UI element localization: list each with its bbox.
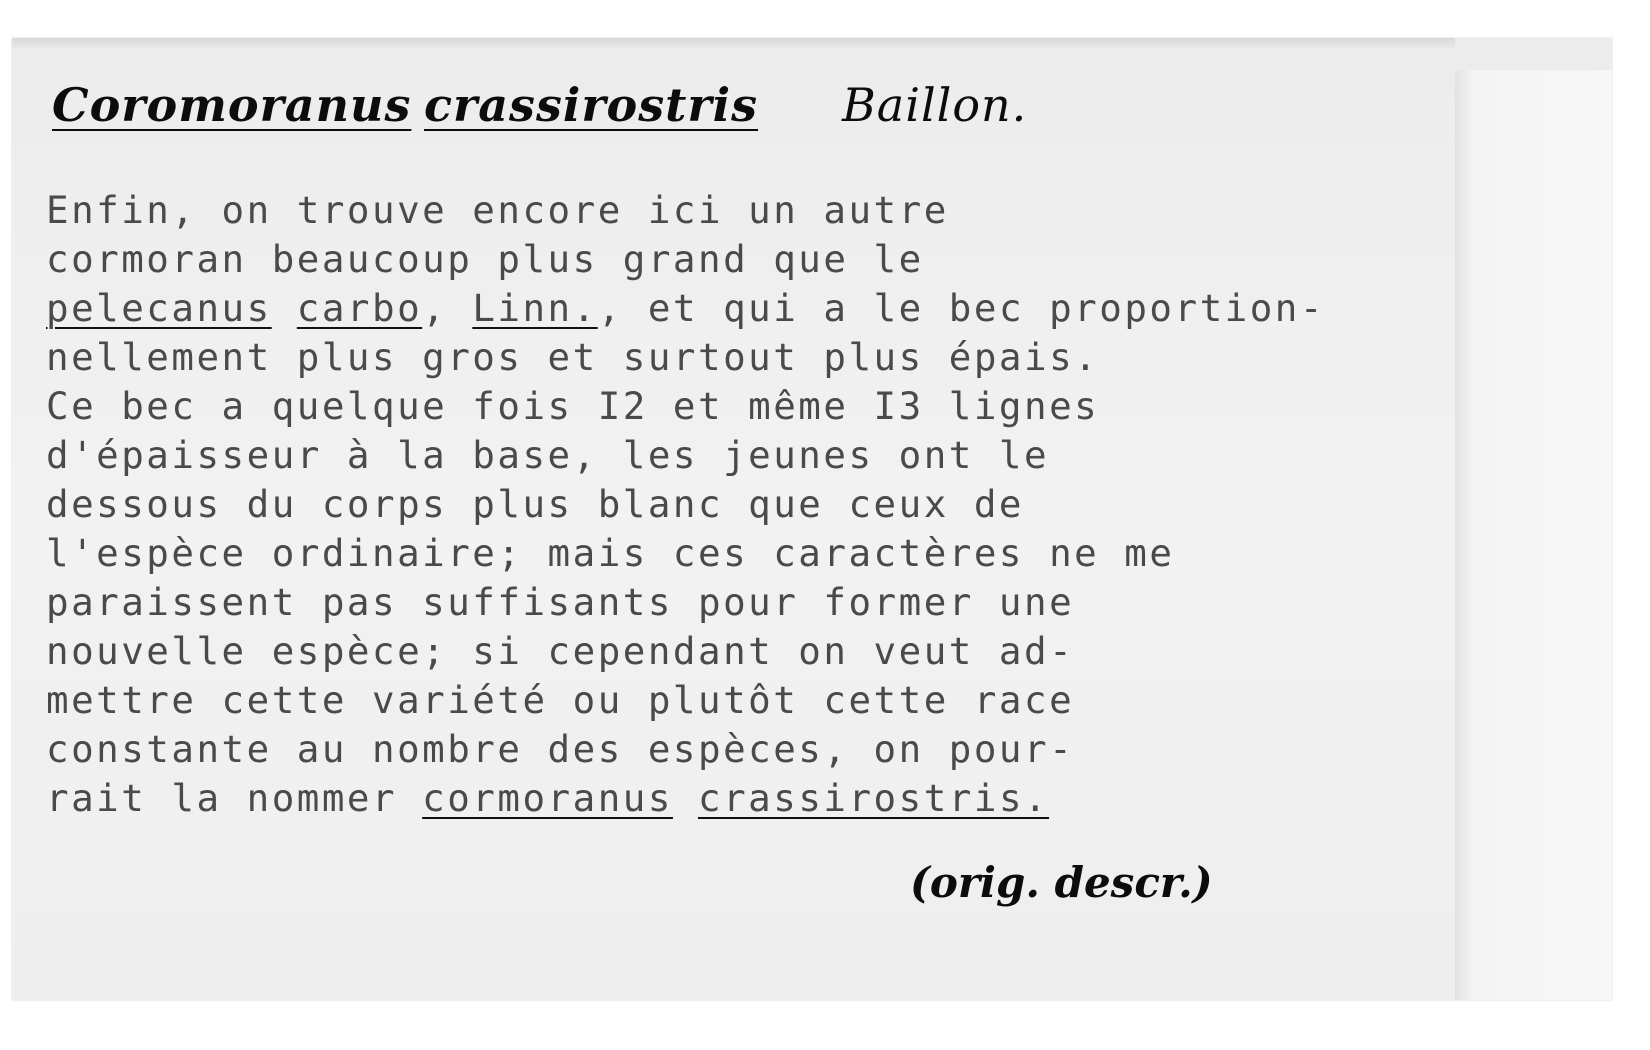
underlined-taxon: Linn. [472, 286, 598, 330]
text-segment: nellement plus gros et surtout plus épais. [46, 335, 1100, 379]
text-segment [673, 776, 698, 820]
underlined-taxon: cormoranus [422, 776, 673, 820]
text-segment: nouvelle espèce; si cependant on veut ad- [46, 629, 1075, 673]
handwritten-title [52, 68, 1152, 168]
text-segment: paraissent pas suffisants pour former une [46, 580, 1075, 624]
underlined-taxon: pelecanus [46, 286, 272, 330]
title-species: crassirostris [424, 78, 758, 132]
text-segment: constante au nombre des espèces, on pour- [46, 727, 1075, 771]
text-line [46, 676, 1606, 725]
text-line [46, 284, 1606, 333]
text-line [46, 235, 1606, 284]
text-line [46, 627, 1606, 676]
underlined-taxon: carbo [296, 286, 423, 330]
text-line [46, 774, 1606, 823]
text-segment: rait la nommer [46, 776, 423, 820]
text-segment: cormoran beaucoup plus grand que le [46, 237, 924, 281]
card-top-edge [12, 38, 1455, 50]
text-segment: mettre cette variété ou plutôt cette race [46, 678, 1075, 722]
title-genus: Coromoranus [52, 78, 412, 132]
text-segment: Ce bec a quelque fois I2 et même I3 lignes [46, 384, 1100, 428]
handwritten-note: (orig. descr.) [910, 858, 1213, 907]
text-segment: d'épaisseur à la base, les jeunes ont le [46, 433, 1050, 477]
text-segment [272, 286, 297, 330]
text-segment: Enfin, on trouve encore ici un autre [46, 188, 949, 232]
underlined-taxon: crassirostris. [698, 776, 1050, 820]
text-line [46, 186, 1606, 235]
text-line [46, 382, 1606, 431]
title-author: Baillon. [842, 78, 1028, 132]
text-segment: l'espèce ordinaire; mais ces caractères ne me [46, 531, 1175, 575]
text-segment: dessous du corps plus blanc que ceux de [46, 482, 1024, 526]
text-line [46, 431, 1606, 480]
text-line [46, 725, 1606, 774]
text-line [46, 333, 1606, 382]
text-segment: , [422, 286, 473, 330]
text-line [46, 578, 1606, 627]
text-segment: , et qui a le bec proportion- [597, 286, 1325, 330]
typed-description [46, 186, 1606, 823]
text-line [46, 529, 1606, 578]
text-line [46, 480, 1606, 529]
